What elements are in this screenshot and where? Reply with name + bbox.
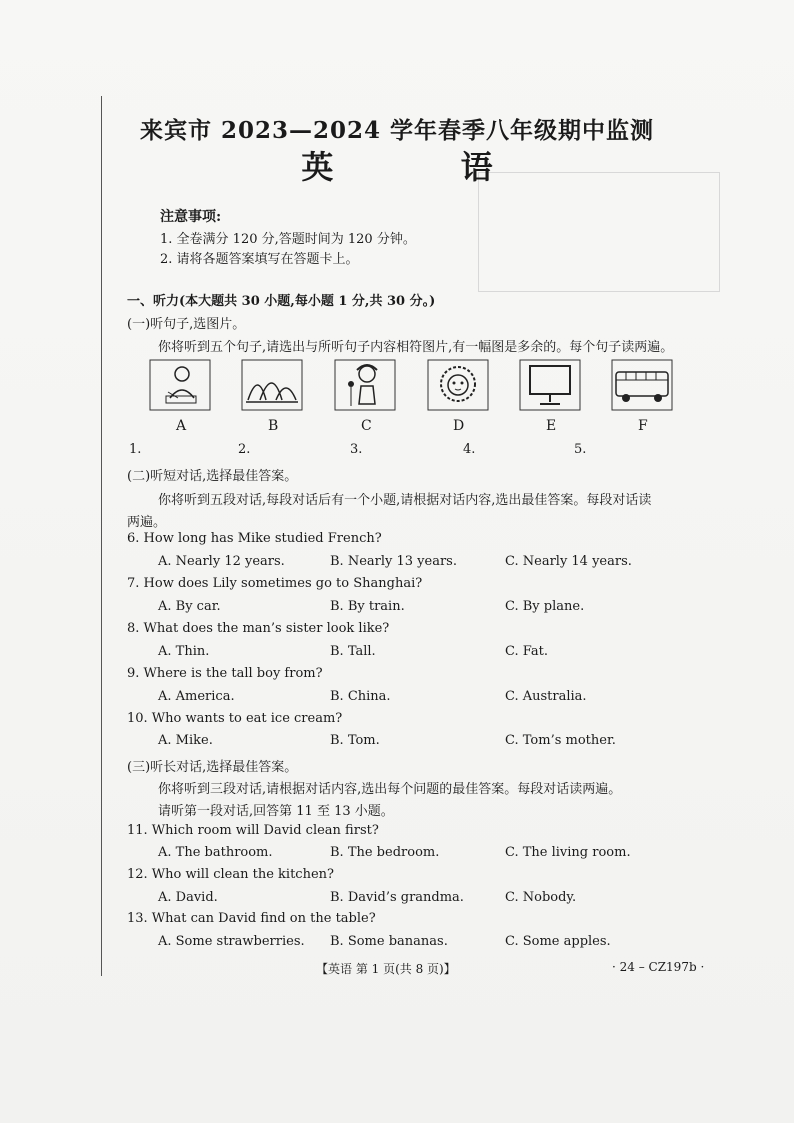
option-b: B. The bedroom. — [330, 845, 440, 860]
answer-blank: 5. — [574, 442, 587, 457]
question: 11. Which room will David clean first? — [127, 823, 379, 838]
section-instruction: 你将听到五个句子,请选出与所听句子内容相符图片,有一幅图是多余的。每个句子读两遍。 — [158, 340, 674, 355]
paper-code: · 24 – CZ197b · — [612, 960, 705, 974]
answer-blank: 1. — [129, 442, 142, 457]
monitor-icon — [518, 358, 582, 412]
bus-icon — [610, 358, 674, 412]
section-instruction: 请听第一段对话,回答第 11 至 13 小题。 — [158, 804, 394, 819]
binding-line — [101, 96, 102, 976]
option-c: C. Fat. — [505, 644, 548, 659]
opera-house-icon — [240, 358, 304, 412]
bleed-through-box — [478, 172, 720, 292]
option-b: B. Tall. — [330, 644, 376, 659]
option-c: C. The living room. — [505, 845, 631, 860]
option-b: B. China. — [330, 689, 391, 704]
page-footer: 【英语 第 1 页(共 8 页)】 — [316, 962, 456, 976]
section-instruction: 你将听到五段对话,每段对话后有一个小题,请根据对话内容,选出最佳答案。每段对话读 — [158, 493, 652, 508]
option-b: B. Tom. — [330, 733, 380, 748]
picture-letter: A — [176, 418, 187, 434]
option-b: B. David’s grandma. — [330, 890, 464, 905]
picture-letter: E — [546, 418, 557, 434]
option-a: A. Mike. — [158, 733, 213, 748]
notice-item: 2. 请将各题答案填写在答题卡上。 — [160, 252, 359, 267]
option-a: A. David. — [158, 890, 218, 905]
option-c: C. Some apples. — [505, 934, 611, 949]
notice-heading: 注意事项: — [160, 209, 222, 225]
answer-blank: 3. — [350, 442, 363, 457]
option-c: C. Australia. — [505, 689, 587, 704]
girl-microphone-icon — [333, 358, 397, 412]
section-title: (一)听句子,选图片。 — [127, 317, 246, 332]
option-b: B. Some bananas. — [330, 934, 448, 949]
option-b: B. By train. — [330, 599, 405, 614]
question: 6. How long has Mike studied French? — [127, 531, 382, 546]
question: 7. How does Lily sometimes go to Shanghai? — [127, 576, 423, 591]
option-c: C. By plane. — [505, 599, 585, 614]
option-a: A. Nearly 12 years. — [158, 554, 285, 569]
option-a: A. By car. — [158, 599, 221, 614]
option-a: A. The bathroom. — [158, 845, 273, 860]
option-a: A. Some strawberries. — [158, 934, 305, 949]
part-heading: 一、听力(本大题共 30 小题,每小题 1 分,共 30 分。) — [127, 294, 436, 309]
picture-letter: C — [361, 418, 372, 434]
notice-item: 1. 全卷满分 120 分,答题时间为 120 分钟。 — [160, 232, 416, 247]
boy-reading-icon — [148, 358, 212, 412]
question: 13. What can David find on the table? — [127, 911, 376, 926]
option-c: C. Nearly 14 years. — [505, 554, 632, 569]
section-title: (三)听长对话,选择最佳答案。 — [127, 760, 298, 775]
option-c: C. Tom’s mother. — [505, 733, 616, 748]
section-instruction: 你将听到三段对话,请根据对话内容,选出每个问题的最佳答案。每段对话读两遍。 — [158, 782, 622, 797]
picture-letter: B — [268, 418, 279, 434]
question: 8. What does the man’s sister look like? — [127, 621, 390, 636]
option-b: B. Nearly 13 years. — [330, 554, 457, 569]
picture-letter: D — [453, 418, 465, 434]
option-c: C. Nobody. — [505, 890, 577, 905]
answer-blank: 2. — [238, 442, 251, 457]
question: 10. Who wants to eat ice cream? — [127, 711, 343, 726]
subject-title: 英 语 — [301, 148, 551, 186]
answer-blank: 4. — [463, 442, 476, 457]
section-title: (二)听短对话,选择最佳答案。 — [127, 469, 298, 484]
picture-letter: F — [638, 418, 648, 434]
question: 12. Who will clean the kitchen? — [127, 867, 334, 882]
option-a: A. Thin. — [158, 644, 210, 659]
option-a: A. America. — [158, 689, 235, 704]
section-instruction: 两遍。 — [127, 515, 167, 530]
lion-icon — [426, 358, 490, 412]
exam-title: 来宾市 2023—2024 学年春季八年级期中监测 — [139, 117, 655, 144]
question: 9. Where is the tall boy from? — [127, 666, 323, 681]
